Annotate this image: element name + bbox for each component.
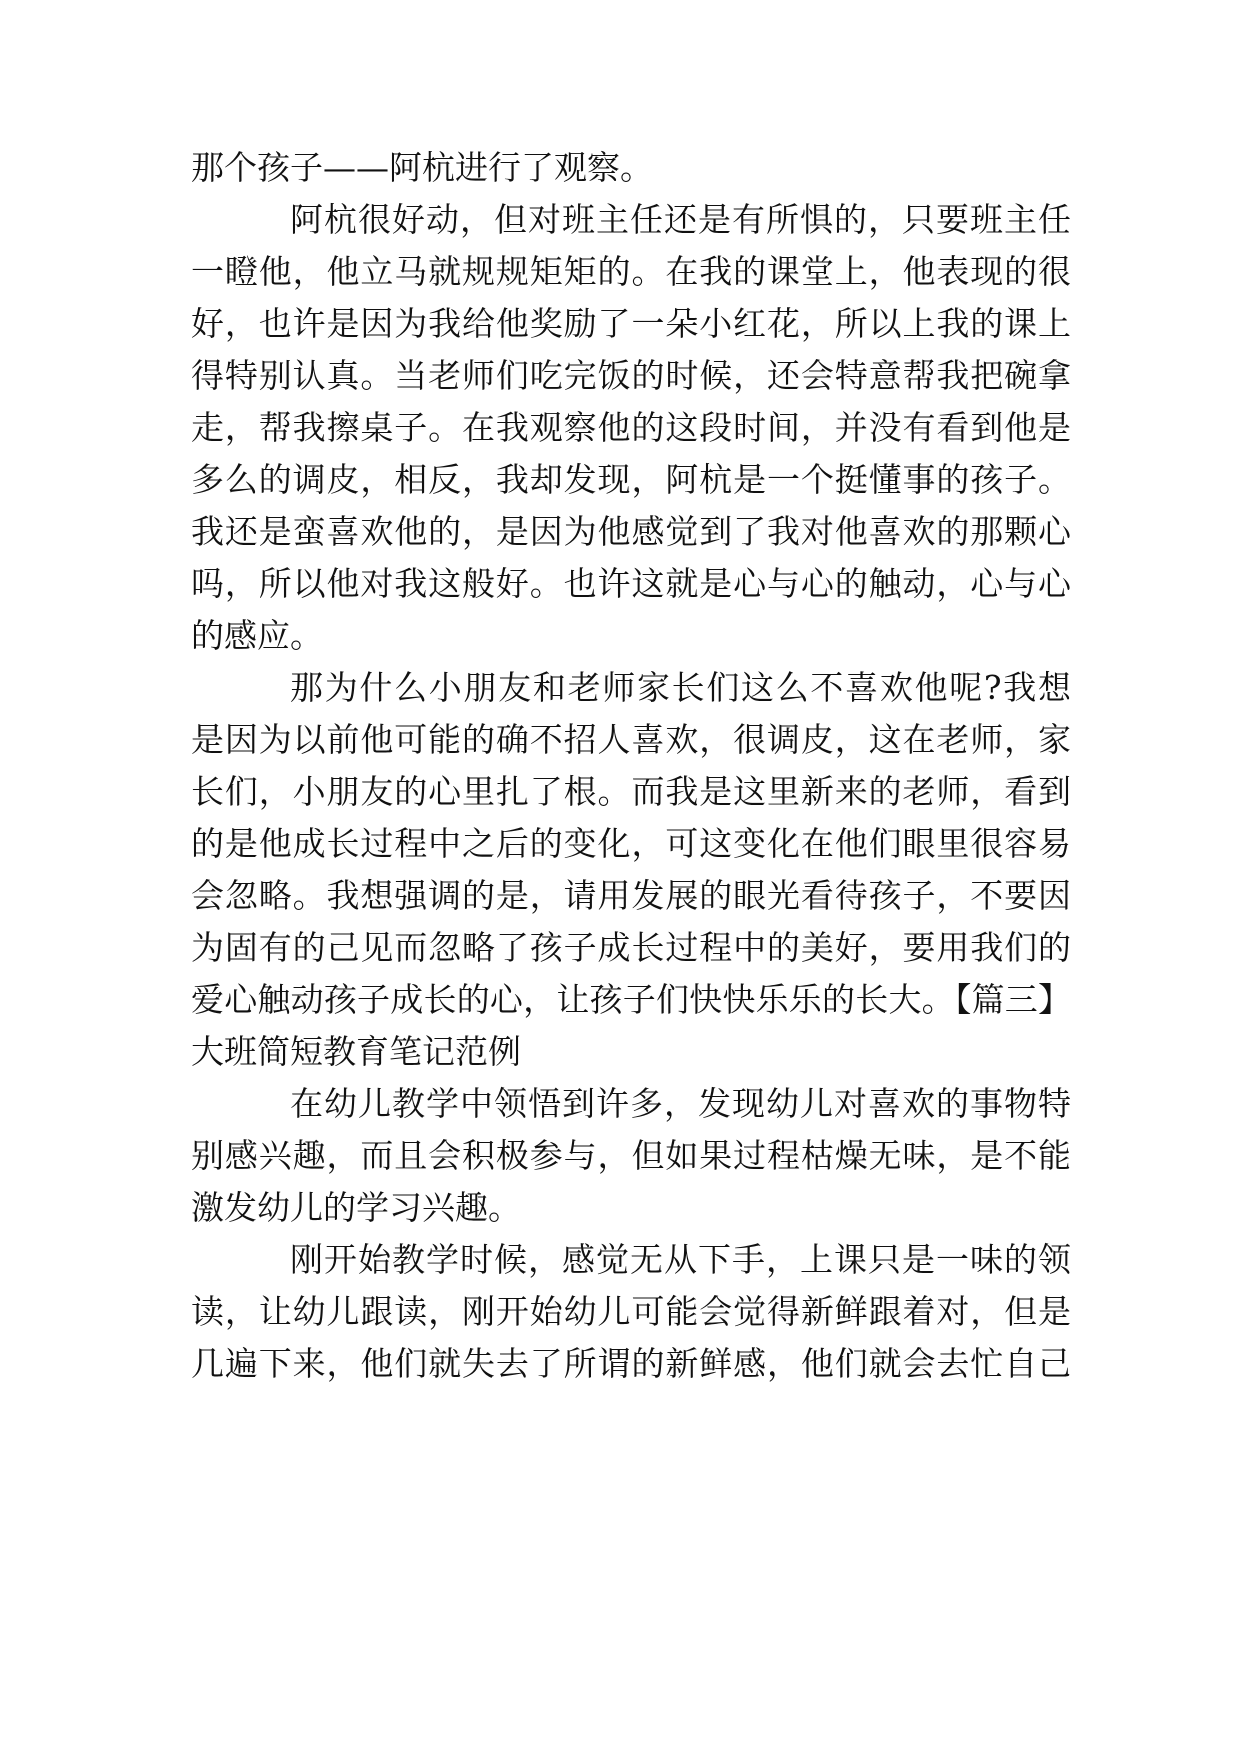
text-line: 的是他成长过程中之后的变化，可这变化在他们眼里很容易 [191, 824, 1071, 863]
text-line: 吗，所以他对我这般好。也许这就是心与心的触动，心与心 [191, 564, 1071, 603]
text-line: 是因为以前他可能的确不招人喜欢，很调皮，这在老师，家 [191, 720, 1071, 759]
text-line: 几遍下来，他们就失去了所谓的新鲜感，他们就会去忙自己 [191, 1344, 1071, 1383]
text-line: 走，帮我擦桌子。在我观察他的这段时间，并没有看到他是 [191, 408, 1071, 447]
text-line: 别感兴趣，而且会积极参与，但如果过程枯燥无味，是不能 [191, 1136, 1071, 1175]
paragraph-first-line: 那为什么小朋友和老师家长们这么不喜欢他呢?我想 [290, 668, 1071, 707]
text-line: 得特别认真。当老师们吃完饭的时候，还会特意帮我把碗拿 [191, 356, 1071, 395]
text-line: 一瞪他，他立马就规规矩矩的。在我的课堂上，他表现的很 [191, 252, 1071, 291]
text-line: 那个孩子——阿杭进行了观察。 [191, 148, 653, 187]
text-line: 读，让幼儿跟读，刚开始幼儿可能会觉得新鲜跟着对，但是 [191, 1292, 1071, 1331]
text-line: 为固有的己见而忽略了孩子成长过程中的美好，要用我们的 [191, 928, 1071, 967]
text-line: 我还是蛮喜欢他的，是因为他感觉到了我对他喜欢的那颗心 [191, 512, 1071, 551]
text-line: 会忽略。我想强调的是，请用发展的眼光看待孩子，不要因 [191, 876, 1071, 915]
paragraph-first-line: 阿杭很好动，但对班主任还是有所惧的，只要班主任 [290, 200, 1071, 239]
paragraph-first-line: 刚开始教学时候，感觉无从下手，上课只是一味的领 [290, 1240, 1071, 1279]
text-line: 长们，小朋友的心里扎了根。而我是这里新来的老师，看到 [191, 772, 1071, 811]
paragraph-first-line: 在幼儿教学中领悟到许多，发现幼儿对喜欢的事物特 [290, 1084, 1071, 1123]
text-line: 爱心触动孩子成长的心，让孩子们快快乐乐的长大。【篇三】 [191, 980, 1071, 1019]
section-heading: 大班简短教育笔记范例 [191, 1032, 521, 1071]
text-line: 多么的调皮，相反，我却发现，阿杭是一个挺懂事的孩子。 [191, 460, 1071, 499]
text-line: 好，也许是因为我给他奖励了一朵小红花，所以上我的课上 [191, 304, 1071, 343]
text-line: 的感应。 [191, 616, 323, 655]
text-line: 激发幼儿的学习兴趣。 [191, 1188, 521, 1227]
